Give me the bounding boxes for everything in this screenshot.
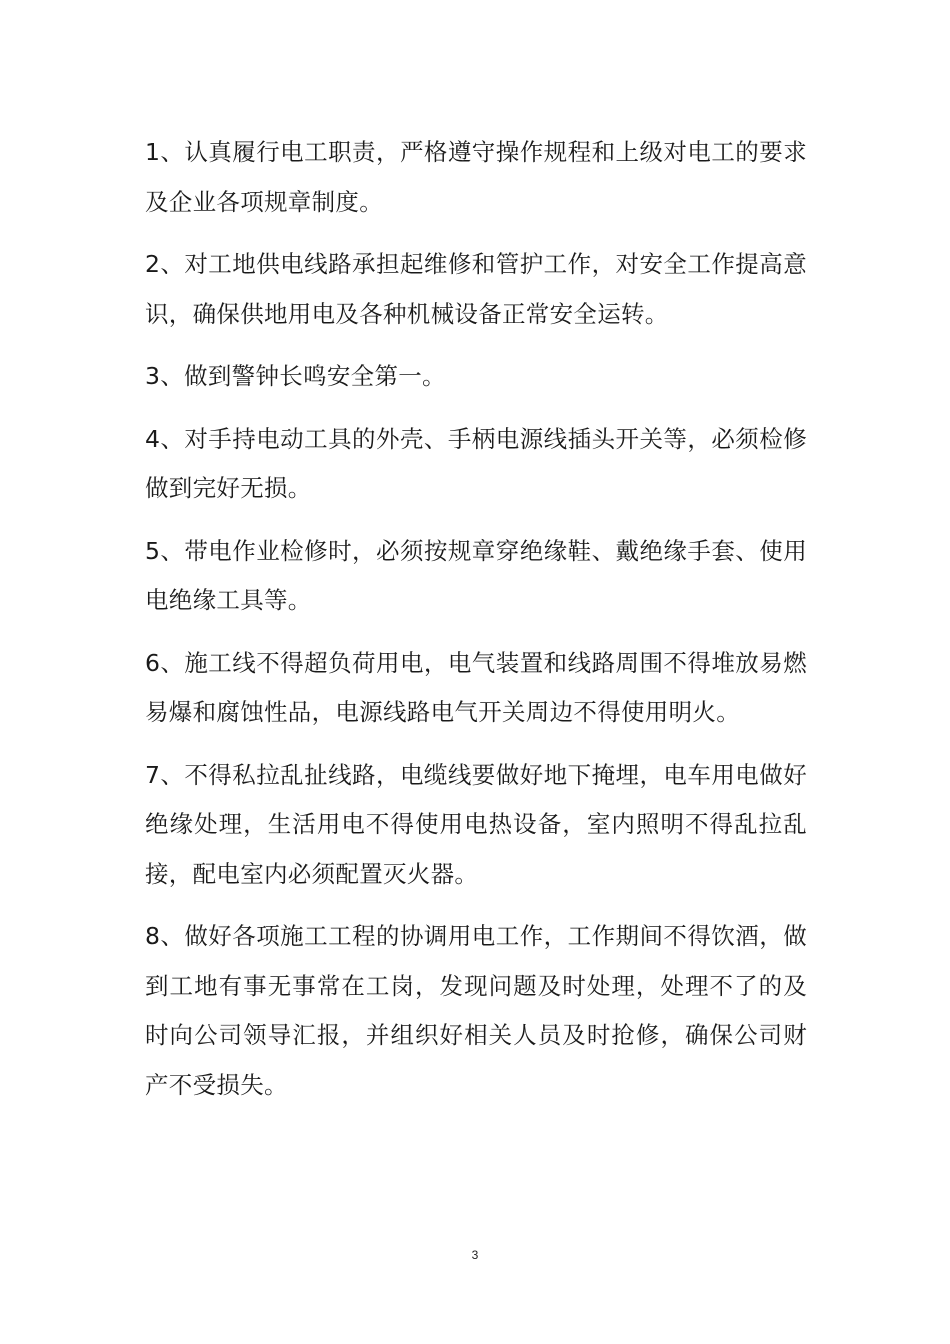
paragraph-3: 3、做到警钟长鸣安全第一。 <box>145 362 446 390</box>
page-number: 3 <box>471 1248 479 1262</box>
paragraph-8: 8、做好各项施工工程的协调用电工作，工作期间不得饮酒，做到工地有事无事常在工岗，发现问题及时处理，处理不了的及时向公司领导汇报，并组织好相关人员及时抢修，确保公司财产不受损失。 <box>145 922 807 1099</box>
paragraph-5: 5、带电作业检修时，必须按规章穿绝缘鞋、戴绝缘手套、使用电绝缘工具等。 <box>145 536 807 614</box>
paragraph-6: 6、施工线不得超负荷用电，电气装置和线路周围不得堆放易燃易爆和腐蚀性品，电源线路电气开关周边不得使用明火。 <box>145 648 807 726</box>
paragraph-7: 7、不得私拉乱扯线路，电缆线要做好地下掩埋，电车用电做好绝缘处理，生活用电不得使用电热设备，室内照明不得乱拉乱接，配电室内必须配置灭火器。 <box>145 760 807 888</box>
document-body <box>145 128 807 1123</box>
paragraph-2: 2、对工地供电线路承担起维修和管护工作，对安全工作提高意识，确保供地用电及各种机械设备正常安全运转。 <box>145 250 807 328</box>
paragraph-4: 4、对手持电动工具的外壳、手柄电源线插头开关等，必须检修做到完好无损。 <box>145 424 807 502</box>
paragraph-1: 1、认真履行电工职责，严格遵守操作规程和上级对电工的要求及企业各项规章制度。 <box>145 138 807 216</box>
